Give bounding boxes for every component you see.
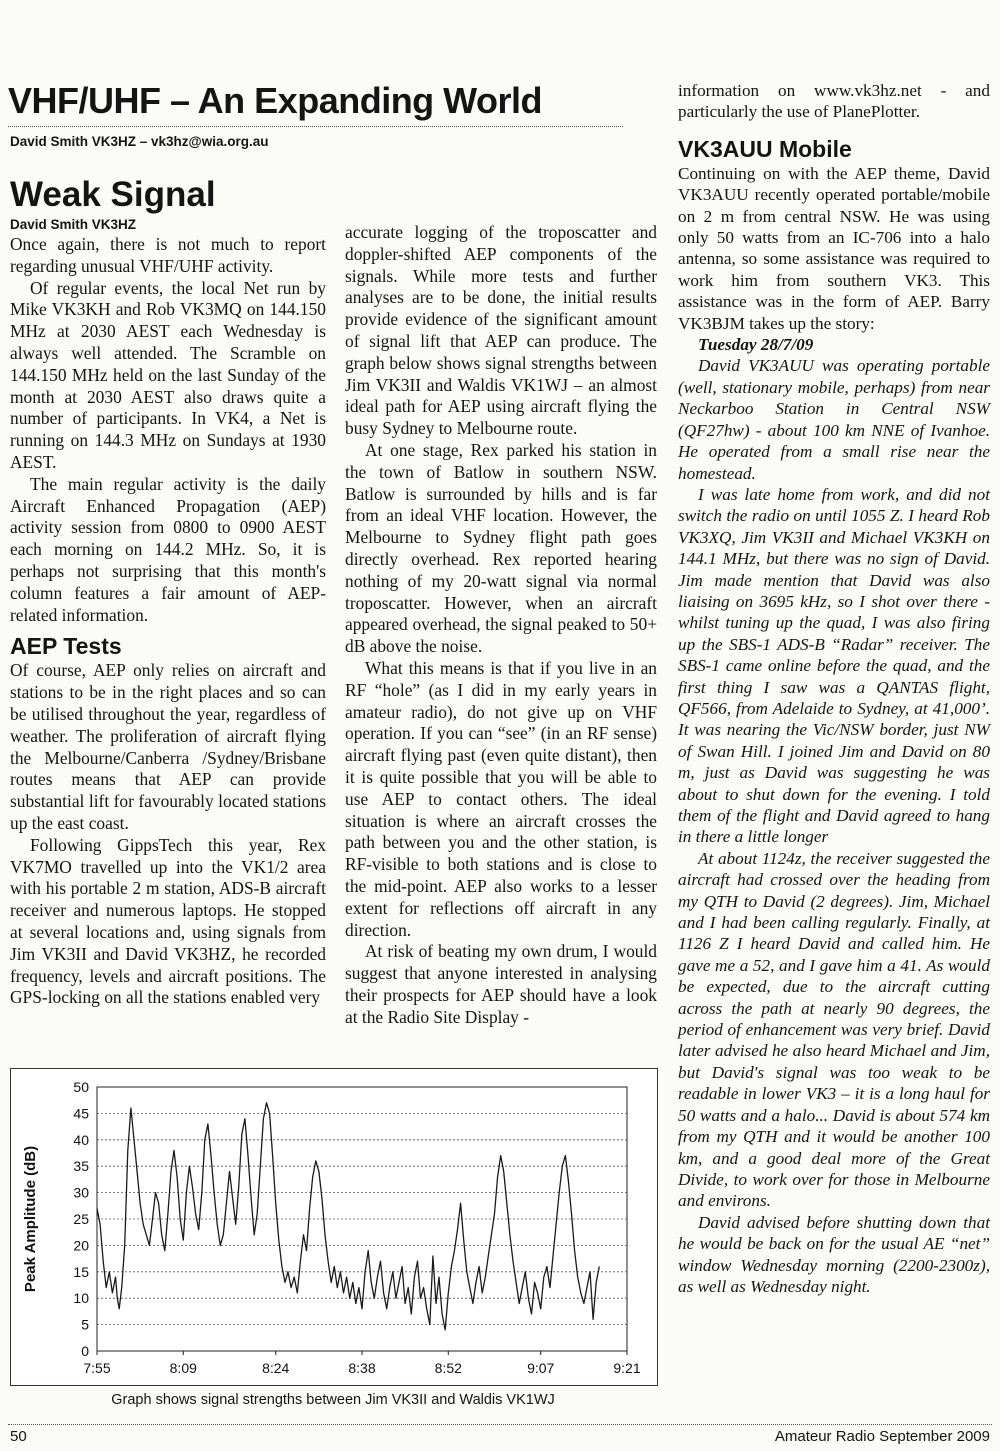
paragraph: David advised before shutting down that he would be back on for the usual AE “net” window Wednesday morning (2200-2300z), as well as Wednesday night. [678, 1212, 990, 1296]
x-tick-label: 8:09 [169, 1360, 197, 1376]
footer-rule [8, 1424, 992, 1425]
x-tick-label: 8:38 [348, 1360, 376, 1376]
paragraph: I was late home from work, and did not switch the radio on until 1055 Z. I heard Rob VK3XQ, Jim VK3II and Michael VK3KH on 144.1 MHz, but there was no sign of David. Jim made mention that David was also liaising on 3695 kHz, so I shot over there - whilst tuning up the quad, I was also firing up the SBS-1 ADS-B “Radar” receiver. The SBS-1 came online before the quad, and the first thing I saw was a QANTAS flight, QF566, from Adelaide to Sydney, at 41,000’. It was nearing the Vic/NSW border, just NW of Swan Hill. I joined Jim and David on 80 m, just as David was suggesting he was about to shut down for the evening. I told them of the flight and David agreed to hang in there a little longer [678, 484, 990, 847]
publication-footer: Amateur Radio September 2009 [774, 1428, 990, 1445]
x-tick-label: 8:24 [262, 1360, 290, 1376]
right-column [678, 80, 990, 1297]
paragraph: What this means is that if you live in an RF “hole” (as I did in my early years in amateur radio), do not give up on VHF operation. If you can “see” (in an RF sense) aircraft flying past (even quite distant), then it is quite possible that you will be able to use AEP to contact others. The ideal situation is where an aircraft crosses the path between you and the other station, is RF-visible to both stations and is close to the mid-point. AEP also works to a lesser extent for reflections off aircraft in any direction. [345, 657, 657, 940]
x-tick-label: 9:21 [613, 1360, 641, 1376]
paragraph: Of course, AEP only relies on aircraft and stations to be in the right places and so can be utilised throughout the year, regardless of weather. The proliferation of aircraft flying the Melbourne/Canberra /Sydney/Brisbane routes means that AEP can provide substantial lift for favourably located stations up the east coast. [10, 660, 326, 833]
y-tick-label: 5 [81, 1316, 89, 1333]
y-tick-label: 15 [73, 1263, 89, 1280]
y-tick-label: 40 [73, 1131, 89, 1148]
middle-column [345, 222, 657, 1028]
title-underline [8, 126, 623, 127]
y-axis-label: Peak Amplitude (dB) [22, 1145, 39, 1293]
weak-signal-heading: Weak Signal [10, 175, 216, 214]
paragraph: Continuing on with the AEP theme, David VK3AUU recently operated portable/mobile on 2 m from central NSW. He was using only 50 watts from an IC-706 into a halo antenna, so some assistance was required to work him from southern VK3. This assistance was in the form of AEP. Barry VK3BJM takes up the story: [678, 163, 990, 333]
signal-strength-chart [11, 1069, 657, 1385]
paragraph: accurate logging of the troposcatter and doppler-shifted AEP components of the signals. While more tests and further analyses are to be done, the initial results provide evidence of the significant amount of signal lift that AEP can produce. The graph below shows signal strengths between Jim VK3II and Waldis VK1WJ – an almost ideal path for AEP using aircraft flying the busy Sydney to Melbourne route. [345, 222, 657, 439]
paragraph: The main regular activity is the daily Aircraft Enhanced Propagation (AEP) activity session from 0800 to 0900 AEST each morning on 144.2 MHz. So, it is perhaps not surprising that this month's column features a fair amount of AEP-related information. [10, 473, 326, 625]
page-title: VHF/UHF – An Expanding World [8, 80, 542, 121]
paragraph: At about 1124z, the receiver suggested the aircraft had crossed over the heading from my QTH to David (2 degrees). Jim, Michael and I had been calling regularly. Finally, at 1126 Z I heard David and called him. He gave me a 52, and I gave him a 41. As would be expected, due to the aircraft cutting across the path at nearly 90 degrees, the period of enhancement was very brief. David later advised he also heard Michael and Jim, but David's signal was too weak to be readable in lower VK3 – it is a long haul for 50 watts and a halo... David is about 574 km from my QTH and it would be another 100 km, and a good deal more of the Great Divide, to work over for those in Melbourne and environs. [678, 848, 990, 1211]
aep-tests-heading: AEP Tests [10, 633, 122, 660]
paragraph: Following GippsTech this year, Rex VK7MO travelled up into the VK1/2 area with his portable 2 m station, ADS-B aircraft receiver and numerous laptops. He stopped at several locations and, using signals from Jim VK3II and David VK3HZ, he recorded frequency, levels and aircraft positions. The GPS-locking on all the stations enabled very [10, 834, 326, 1008]
paragraph: David VK3AUU was operating portable (well, stationary mobile, perhaps) from near Neckarboo Station in Central NSW (QF27hw) - about 100 km NNE of Ivanhoe. He operated from a small rise near the homestead. [678, 356, 990, 483]
y-tick-label: 10 [73, 1290, 89, 1307]
paragraph: At one stage, Rex parked his station in the town of Batlow in southern NSW. Batlow is surrounded by hills and is far from an ideal VHF location. However, the Melbourne to Sydney flight path goes directly overhead. Rex reported hearing nothing of my 20-watt signal via normal troposcatter. However, when an aircraft appeared overhead, the signal peaked to 50+ dB above the noise. [345, 439, 657, 657]
y-tick-label: 35 [73, 1158, 89, 1175]
x-tick-label: 9:07 [527, 1360, 555, 1376]
y-tick-label: 30 [73, 1184, 89, 1201]
paragraph: At risk of beating my own drum, I would suggest that anyone interested in analysing their prospects for AEP should have a look at the Radio Site Display - [345, 941, 657, 1027]
y-tick-label: 25 [73, 1211, 89, 1227]
y-tick-label: 50 [73, 1079, 89, 1095]
story-date: Tuesday 28/7/09 [698, 335, 814, 355]
y-tick-label: 0 [81, 1343, 89, 1359]
page-number: 50 [10, 1428, 27, 1445]
x-tick-label: 8:52 [434, 1360, 462, 1376]
left-column [10, 174, 326, 1009]
y-tick-label: 20 [73, 1237, 89, 1254]
x-tick-label: 7:55 [83, 1360, 111, 1376]
paragraph: Once again, there is not much to report regarding unusual VHF/UHF activity. [10, 234, 326, 276]
figure-frame [10, 1068, 658, 1386]
figure-caption: Graph shows signal strengths between Jim VK3II and Waldis VK1WJ [111, 1392, 555, 1408]
y-tick-label: 45 [73, 1105, 89, 1122]
vk3auu-heading: VK3AUU Mobile [678, 135, 852, 162]
paragraph: Of regular events, the local Net run by Mike VK3KH and Rob VK3MQ on 144.150 MHz at 2030 AEST each Wednesday is always well attended. The Scramble on 144.150 MHz held on the last Sunday of the month at 2030 AEST also draws quite a number of participants. In VK4, a Net is running on 144.3 MHz on Sundays at 1930 AEST. [10, 277, 326, 472]
paragraph: information on www.vk3hz.net - and particularly the use of PlanePlotter. [678, 81, 990, 122]
column-byline: David Smith VK3HZ – vk3hz@wia.org.au [10, 134, 269, 149]
weak-signal-byline: David Smith VK3HZ [10, 217, 137, 232]
